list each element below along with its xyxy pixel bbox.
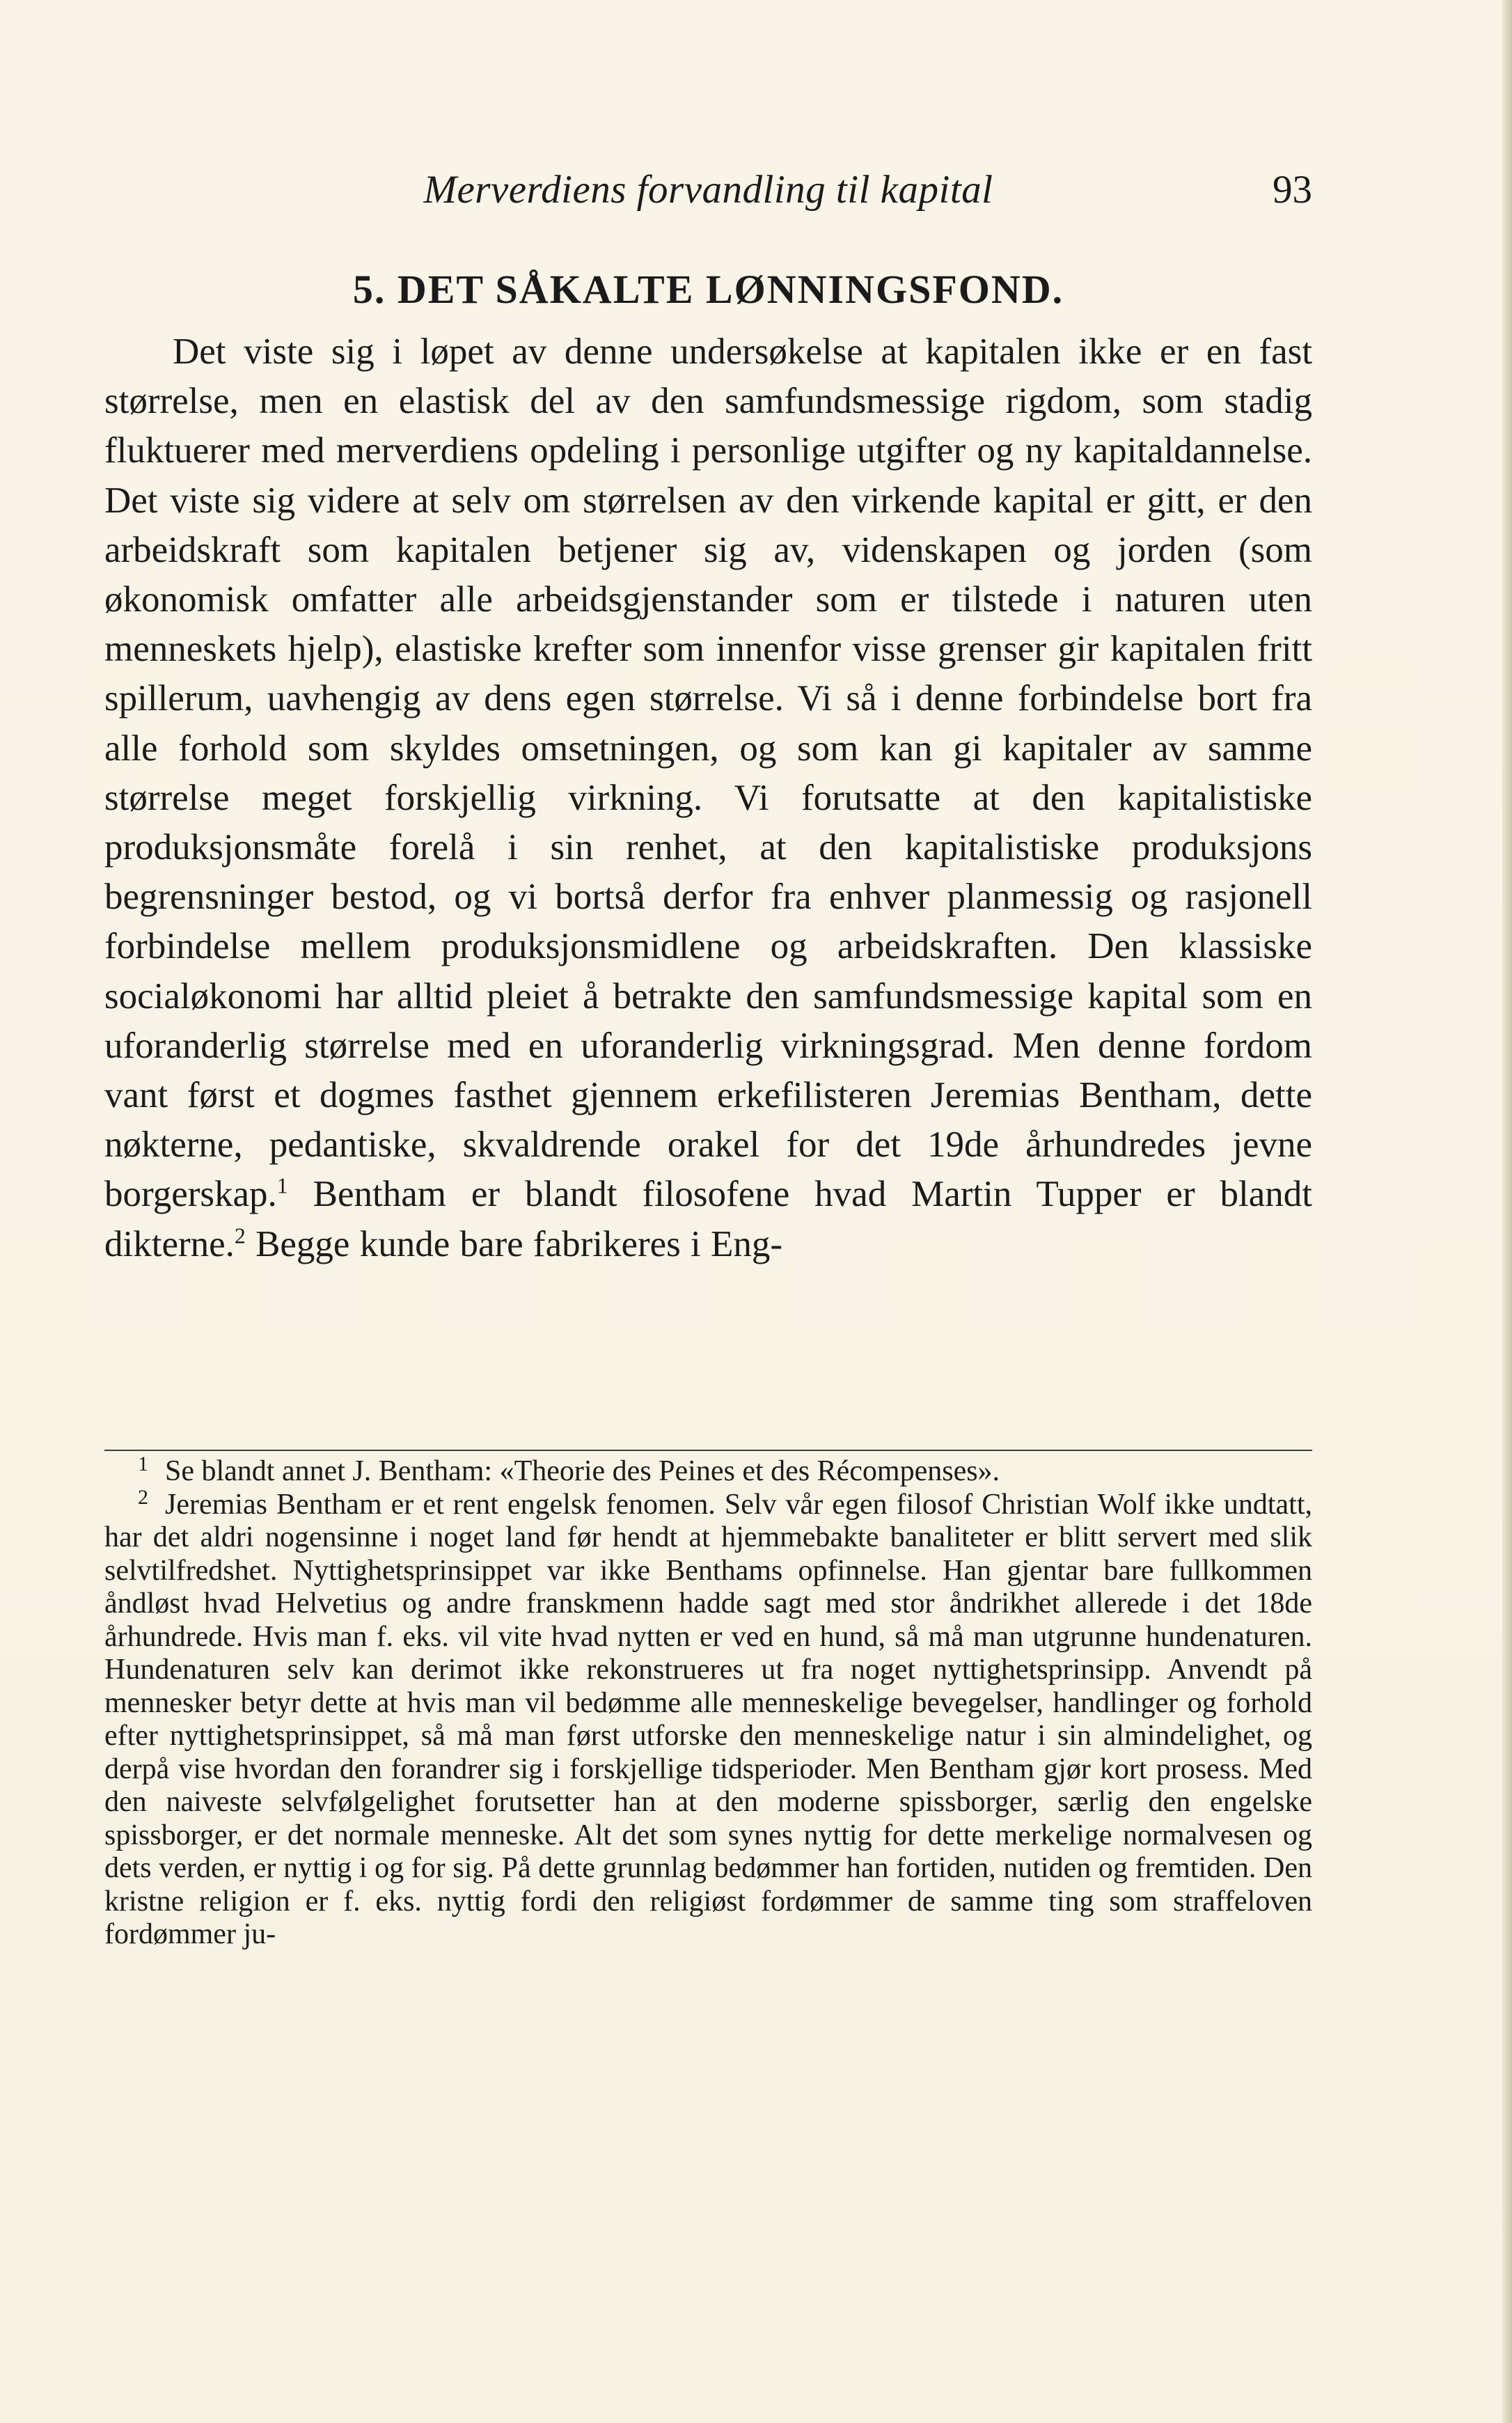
footnotes (104, 1452, 1312, 1952)
body-paragraph (104, 327, 1312, 1269)
footnote (104, 1485, 1312, 1952)
footnote-reference: 2 (234, 1223, 246, 1248)
footnote-text: Jeremias Bentham er et rent engelsk fenomen. Selv vår egen filosof Christian Wolf ikke undtatt, har det aldri nogensinne i noget land før hendt at hjemmebakte banaliteter er blitt servert med slik selvtilfredshet. Nyttighetsprinsippet var ikke Benthams opfinnelse. Han gjentar bare fullkommen åndløst hvad Helvetius og andre franskmenn hadde sagt med stor åndrikhet allerede i det 18de århundrede. Hvis man f. eks. vil vite hvad nytten er ved en hund, så må man utgrunne hundenaturen. Hundenaturen selv kan derimot ikke rekonstrueres ut fra noget nyttighetsprinsipp. Anvendt på mennesker betyr dette at hvis man vil bedømme alle menneskelige bevegelser, handlinger og forhold efter nyttighetsprinsippet, så må man først utforske den menneskelige natur i sin almindelighet, og derpå vise hvordan den forandrer sig i forskjellige tidsperioder. Men Bentham gjør kort prosess. Med den naiveste selvfølgelighet forutsetter han at den moderne spissborger, særlig den engelske spissborger, er det normale menneske. Alt det som synes nyttig for dette merkelige normalvesen og dets verden, er nyttig i og for sig. På dette grunnlag bedømmer han fortiden, nutiden og fremtiden. Den kristne religion er f. eks. nyttig fordi den religiøst fordømmer de samme ting som straffeloven fordømmer ju- (104, 1488, 1312, 1950)
section-heading: 5. DET SÅKALTE LØNNINGSFOND. (352, 267, 1064, 312)
footnote-reference: 1 (276, 1173, 288, 1198)
footnote-marker: 1 (138, 1452, 148, 1475)
page-number: 93 (1273, 168, 1312, 212)
running-header (104, 166, 1312, 214)
running-title: Merverdiens forvandling til kapital (423, 168, 993, 212)
footnote-text: Se blandt annet J. Bentham: «Theorie des Peines et des Récompenses». (165, 1455, 1000, 1487)
footnote-divider (104, 1450, 1312, 1451)
footnote-marker: 2 (138, 1485, 148, 1509)
page-edge (1502, 0, 1512, 2423)
body-text-part: Begge kunde bare fabrikeres i Eng- (245, 1223, 783, 1264)
body-text-part: Det viste sig i løpet av denne undersøkelse at kapitalen ikke er en fast størrelse, men en elastisk del av den samfundsmessige rigdom, som stadig fluktuerer med merverdiens opdeling i personlige utgifter og ny kapitaldannelse. Det viste sig videre at selv om størrelsen av den virkende kapital er gitt, er den arbeidskraft som kapitalen betjener sig av, videnskapen og jorden (som økonomisk omfatter alle arbeidsgjenstander som er tilstede i naturen uten menneskets hjelp), elastiske krefter som innenfor visse grenser gir kapitalen fritt spillerum, uavhengig av dens egen størrelse. Vi så i denne forbindelse bort fra alle forhold som skyldes omsetningen, og som kan gi kapitaler av samme størrelse meget forskjellig virkning. Vi forutsatte at den kapitalistiske produksjonsmåte forelå i sin renhet, at den kapitalistiske produksjons begrensninger bestod, og vi bortså derfor fra enhver planmessig og rasjonell forbindelse mellem produksjonsmidlene og arbeidskraften. Den klassiske socialøkonomi har alltid pleiet å betrakte den samfundsmessige kapital som en uforanderlig størrelse med en uforanderlig virkningsgrad. Men denne fordom vant først et dogmes fasthet gjennem erkefilisteren Jeremias Bentham, dette nøkterne, pedantiske, skvaldrende orakel for det 19de århundredes jevne borgerskap. (104, 331, 1312, 1215)
body-text-part: Bentham er blandt filosofene hvad Martin Tupper er blandt dikterne. (104, 1174, 1312, 1264)
footnote (104, 1452, 1312, 1489)
